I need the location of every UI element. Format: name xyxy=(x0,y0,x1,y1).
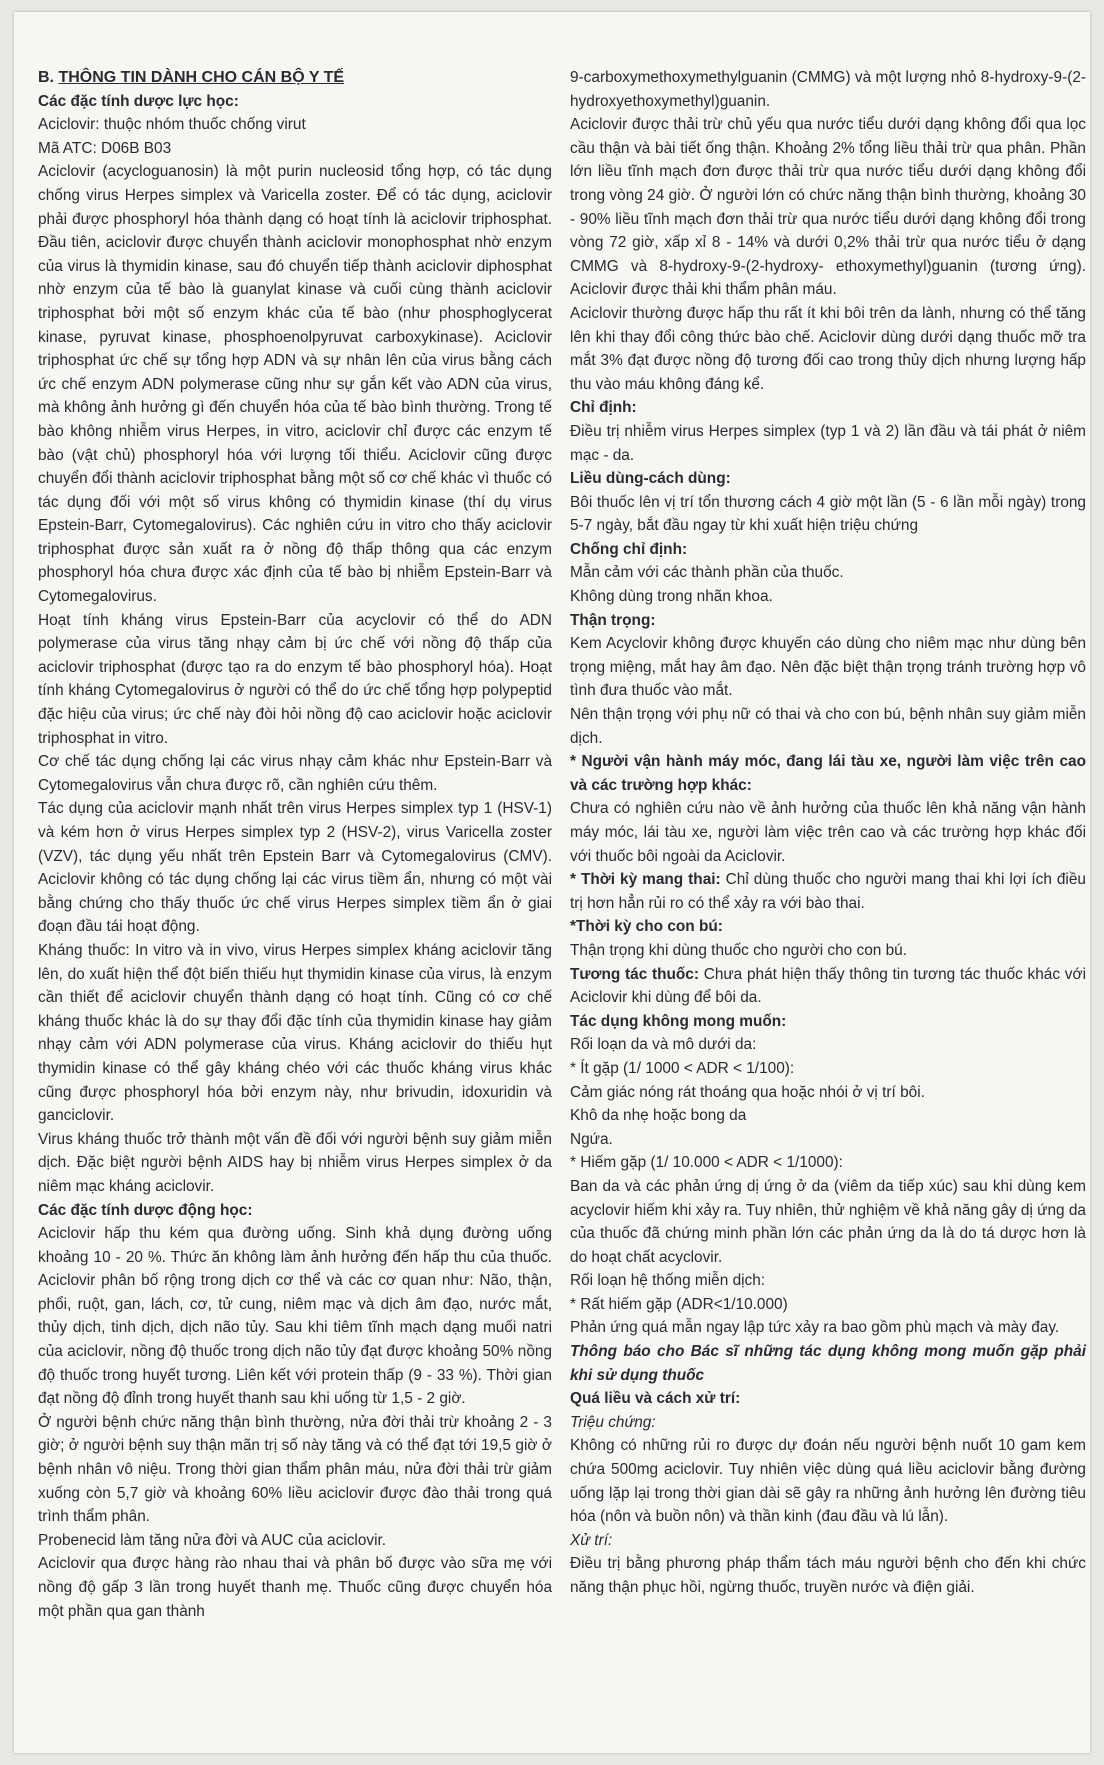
pd-paragraph-1: Aciclovir (acycloguanosin) là một purin nucleosid tổng hợp, có tác dụng chống virus Herpes simplex và Varicella zoster. Để có tác dụng, aciclovir phải được phosphoryl hóa thành dạng có hoạt tính là aciclovir triphosphat. Đầu tiên, aciclovir được chuyển thành aciclovir monophosphat nhờ enzym của virus là thymidin kinase, sau đó chuyển tiếp thành aciclovir diphosphat nhờ enzym của tế bào là guanylat kinase và cuối cùng thành aciclovir triphosphat bởi một số enzym khác của tế bào (như phosphoglycerat kinase, pyruvat kinase, phosphoenolpyruvat carboxykinase). Aciclovir triphosphat ức chế sự tổng hợp ADN và sự nhân lên của virus bằng cách ức chế enzym ADN polymerase cũng như sự gắn kết vào ADN của virus, mà không ảnh hưởng gì đến chuyển hóa của tế bào bình thường. Trong tế bào không nhiễm virus Herpes, in vitro, aciclovir chỉ được các enzym tế bào (vật chủ) phosphoryl hóa với lượng tối thiểu. Aciclovir cũng được chuyển đổi thành aciclovir triphosphat bằng một số cơ chế khác vì thuốc có tác dụng đối với một số virus không có thymidin kinase (thí dụ virus Epstein-Barr, Cytomegalovirus). Các nghiên cứu in vitro cho thấy aciclovir triphosphat được sản xuất ra ở nồng độ thấp thông qua các enzym phosphoryl hóa chưa được xác định của tế bào bị nhiễm Epstein-Barr và Cytomegalovirus. xyxy=(38,163,552,606)
ae-uncommon-1: Cảm giác nóng rát thoáng qua hoặc nhói ở vị trí bôi. xyxy=(570,1083,925,1101)
pk-paragraph-1: Aciclovir hấp thu kém qua đường uống. Sinh khả dụng đường uống khoảng 10 - 20 %. Thức ăn không làm ảnh hưởng đến hấp thu của thuốc. Aciclovir phân bố rộng trong dịch cơ thể và các cơ quan như: Não, thận, phổi, ruột, gan, lách, cơ, tử cung, niêm mạc và dịch âm đạo, nước mắt, thủy dịch, tinh dịch, dịch não tủy. Sau khi tiêm tĩnh mạch dạng muối natri của aciclovir, nồng độ thuốc trong dịch não tủy đạt được khoảng 50% nồng độ thuốc trong huyết tương. Liên kết với protein thấp (9 - 33 %). Thời gian đạt nồng độ đỉnh trong huyết thanh sau khi uống từ 1,5 - 2 giờ. xyxy=(38,1225,552,1408)
contraindication-2: Không dùng trong nhãn khoa. xyxy=(570,588,773,606)
indications-heading: Chỉ định: xyxy=(570,399,637,417)
interactions-text: Chưa phát hiện thấy thông tin tương tác thuốc khác với Aciclovir khi dùng để bôi da. xyxy=(570,965,1086,1007)
precautions-heading: Thận trọng: xyxy=(570,611,656,629)
ae-very-rare-label: * Rất hiếm gặp (ADR<1/10.000) xyxy=(570,1295,788,1313)
pd-paragraph-2: Hoạt tính kháng virus Epstein-Barr của acyclovir có thể do ADN polymerase của virus tăng nhạy cảm bị ức chế với nồng độ thấp của aciclovir triphosphat (được tạo ra do enzym tế bào phosphoryl hóa). Hoạt tính kháng Cytomegalovirus ở người có thể do ức chế tổng hợp polypeptid đặc hiệu của virus; ức chế này đòi hỏi nồng độ cao aciclovir hoặc aciclovir triphosphat in vitro. xyxy=(38,611,552,747)
contraindication-1: Mẫn cảm với các thành phần của thuốc. xyxy=(570,564,844,582)
interactions-label: Tương tác thuốc: xyxy=(570,965,699,983)
leaflet-page xyxy=(14,12,1090,1753)
lactation-heading: *Thời kỳ cho con bú: xyxy=(570,918,723,936)
interactions-paragraph xyxy=(570,963,1086,1010)
section-title xyxy=(38,66,552,90)
pd-paragraph-3: Cơ chế tác dụng chống lại các virus nhạy cảm khác như Epstein-Barr và Cytomegalovirus vẫn chưa được rõ, cần nghiên cứu thêm. xyxy=(38,753,552,794)
ae-uncommon-3: Ngứa. xyxy=(570,1130,613,1148)
pk-excretion: Aciclovir được thải trừ chủ yếu qua nước tiểu dưới dạng không đổi qua lọc cầu thận và bài tiết ống thận. Khoảng 2% tổng liều thải trừ qua phân. Phần lớn liều tĩnh mạch đơn được thải trừ qua nước tiểu dưới dạng không đổi trong vòng 24 giờ. Ở người lớn có chức năng thận bình thường, khoảng 30 - 90% liều tĩnh mạch đơn thải trừ qua nước tiểu dưới dạng không đổi trong vòng 72 giờ, xấp xỉ 8 - 14% và dưới 0,2% thải trừ qua nước tiểu ở dạng CMMG và 8-hydroxy-9-(2-hydroxy- ethoxymethyl)guanin (tương ứng). Aciclovir được thải khi thẩm phân máu. xyxy=(570,116,1086,299)
pk-paragraph-3: Probenecid làm tăng nửa đời và AUC của aciclovir. xyxy=(38,1531,387,1549)
overdose-heading: Quá liều và cách xử trí: xyxy=(570,1390,741,1408)
pk-continuation: 9-carboxymethoxymethylguanin (CMMG) và một lượng nhỏ 8-hydroxy-9-(2-hydroxyethoxymethyl)guanin. xyxy=(570,69,1086,110)
ae-skin-disorders: Rối loạn da và mô dưới da: xyxy=(570,1036,757,1054)
ae-very-rare-1: Phản ứng quá mẫn ngay lập tức xảy ra bao gồm phù mạch và mày đay. xyxy=(570,1319,1060,1337)
pd-paragraph-6: Virus kháng thuốc trở thành một vấn đề đối với người bệnh suy giảm miễn dịch. Đặc biệt người bệnh AIDS hay bị nhiễm virus Herpes simplex ở da niêm mạc kháng aciclovir. xyxy=(38,1130,552,1195)
pd-paragraph-4: Tác dụng của aciclovir mạnh nhất trên virus Herpes simplex typ 1 (HSV-1) và kém hơn ở virus Herpes simplex typ 2 (HSV-2), virus Varicella zoster (VZV), tác dụng yếu nhất trên Epstein Barr và Cytomegalovirus (CMV). Aciclovir không có tác dụng chống lại các virus tiềm ẩn, nhưng có một vài bằng chứng cho thấy thuốc ức chế virus Herpes simplex tiềm ẩn ở giai đoạn đầu tái hoạt động. xyxy=(38,800,552,936)
overdose-symptoms-label: Triệu chứng: xyxy=(570,1413,656,1431)
lactation-text: Thận trọng khi dùng thuốc cho người cho con bú. xyxy=(570,941,907,959)
dosage-text: Bôi thuốc lên vị trí tổn thương cách 4 giờ một lần (5 - 6 lần mỗi ngày) trong 5-7 ngày, bắt đầu ngay từ khi xuất hiện triệu chứng xyxy=(570,493,1086,535)
pregnancy-paragraph xyxy=(570,868,1086,915)
drug-group: Aciclovir: thuộc nhóm thuốc chống virut xyxy=(38,116,306,134)
ae-uncommon-label: * Ít gặp (1/ 1000 < ADR < 1/100): xyxy=(570,1059,795,1077)
precaution-1: Kem Acyclovir không được khuyến cáo dùng cho niêm mạc như dùng bên trọng miệng, mắt hay âm đạo. Nên đặc biệt thận trọng tránh trường hợp vô tình đưa thuốc vào mắt. xyxy=(570,635,1086,700)
machinery-text: Chưa có nghiên cứu nào về ảnh hưởng của thuốc lên khả năng vận hành máy móc, lái tàu xe, người làm việc trên cao và các trường hợp khác đối với thuốc bôi ngoài da Aciclovir. xyxy=(570,800,1086,865)
section-title-main: THÔNG TIN DÀNH CHO CÁN BỘ Y TẾ xyxy=(58,69,345,86)
ae-uncommon-2: Khô da nhẹ hoặc bong da xyxy=(570,1107,747,1125)
pk-paragraph-4: Aciclovir qua được hàng rào nhau thai và phân bố được vào sữa mẹ với nồng độ gấp 3 lần trong huyết thanh mẹ. Thuốc cũng được chuyển hóa một phần qua gan thành xyxy=(38,1555,552,1620)
pk-paragraph-2: Ở người bệnh chức năng thận bình thường, nửa đời thải trừ khoảng 2 - 3 giờ; ở người bệnh suy thận mãn trị số này tăng và có thể đạt tới 19,5 giờ ở bệnh nhân vô niệu. Trong thời gian thẩm phân máu, nửa đời thải trừ giảm xuống còn 5,7 giờ và khoảng 60% liều aciclovir được đào thải trong quá trình thẩm phân. xyxy=(38,1413,552,1526)
indications-text: Điều trị nhiễm virus Herpes simplex (typ 1 và 2) lần đầu và tái phát ở niêm mạc - da. xyxy=(570,422,1086,464)
contraindications-heading: Chống chỉ định: xyxy=(570,540,688,558)
precaution-2: Nên thận trọng với phụ nữ có thai và cho con bú, bệnh nhân suy giảm miễn dịch. xyxy=(570,706,1086,747)
atc-code: Mã ATC: D06B B03 xyxy=(38,139,172,157)
overdose-treatment-text: Điều trị bằng phương pháp thẩm tách máu người bệnh cho đến khi chức năng thận phục hồi, ngừng thuốc, truyền nước và điện giải. xyxy=(570,1555,1086,1596)
left-column xyxy=(38,66,552,1623)
overdose-symptoms-text: Không có những rủi ro được dự đoán nếu người bệnh nuốt 10 gam kem chứa 500mg aciclovir. Tuy nhiên việc dùng quá liều aciclovir bằng đường uống lặp lại trong thời gian dài sẽ gây ra những ảnh hưởng lên đường tiêu hóa (nôn và buồn nôn) và thần kinh (đau đầu và lú lẫn). xyxy=(570,1437,1086,1526)
ae-rare-1: Ban da và các phản ứng dị ứng ở da (viêm da tiếp xúc) sau khi dùng kem acyclovir hiếm khi xảy ra. Tuy nhiên, thử nghiệm về khả năng gây dị ứng da của thuốc đã chứng minh phần lớn các phản ứng da là do tá dược hơn là do hoạt chất acyclovir. xyxy=(570,1177,1086,1266)
section-title-prefix: B. xyxy=(38,69,59,86)
notify-doctor-note: Thông báo cho Bác sĩ những tác dụng không mong muốn gặp phải khi sử dụng thuốc xyxy=(570,1343,1086,1384)
ae-immune-disorders: Rối loạn hệ thống miễn dịch: xyxy=(570,1272,766,1290)
pd-paragraph-resistance: Kháng thuốc: In vitro và in vivo, virus Herpes simplex kháng aciclovir tăng lên, do xuất hiện thể đột biến thiếu hụt thymidin kinase của virus, là enzym cần thiết để aciclovir chuyển thành dạng có hoạt tính. Cũng có cơ chế kháng thuốc khác là do sự thay đổi đặc tính của thymidin kinase hay giảm nhạy cảm với ADN polymerase của virus. Kháng aciclovir do thiếu hụt thymidin kinase có thể gây kháng chéo với các thuốc kháng virus khác cũng được phosphoryl hóa bởi enzym này, như brivudin, idoxuridin và ganciclovir. xyxy=(38,941,552,1125)
machinery-heading: * Người vận hành máy móc, đang lái tàu xe, người làm việc trên cao và các trường hợp khác: xyxy=(570,753,1086,794)
pregnancy-label: * Thời kỳ mang thai: xyxy=(570,871,721,889)
ae-rare-label: * Hiếm gặp (1/ 10.000 < ADR < 1/1000): xyxy=(570,1154,843,1172)
pk-topical: Aciclovir thường được hấp thu rất ít khi bôi trên da lành, nhưng có thể tăng lên khi thay đổi công thức bào chế. Aciclovir dùng dưới dạng thuốc mỡ tra mắt 3% đạt được nồng độ tương đối cao trong thủy dịch nhưng lượng hấp thu vào máu không đáng kể. xyxy=(570,304,1086,393)
pregnancy-text: Chỉ dùng thuốc cho người mang thai khi lợi ích điều trị hơn hẳn rủi ro có thể xảy ra với bào thai. xyxy=(570,871,1086,912)
pharmacokinetics-heading: Các đặc tính dược động học: xyxy=(38,1201,253,1219)
overdose-treatment-label: Xử trí: xyxy=(570,1531,613,1549)
adverse-effects-heading: Tác dụng không mong muốn: xyxy=(570,1012,787,1030)
right-column xyxy=(570,66,1086,1600)
pharmacodynamics-heading: Các đặc tính dược lực học: xyxy=(38,92,239,110)
dosage-heading: Liều dùng-cách dùng: xyxy=(570,470,731,488)
